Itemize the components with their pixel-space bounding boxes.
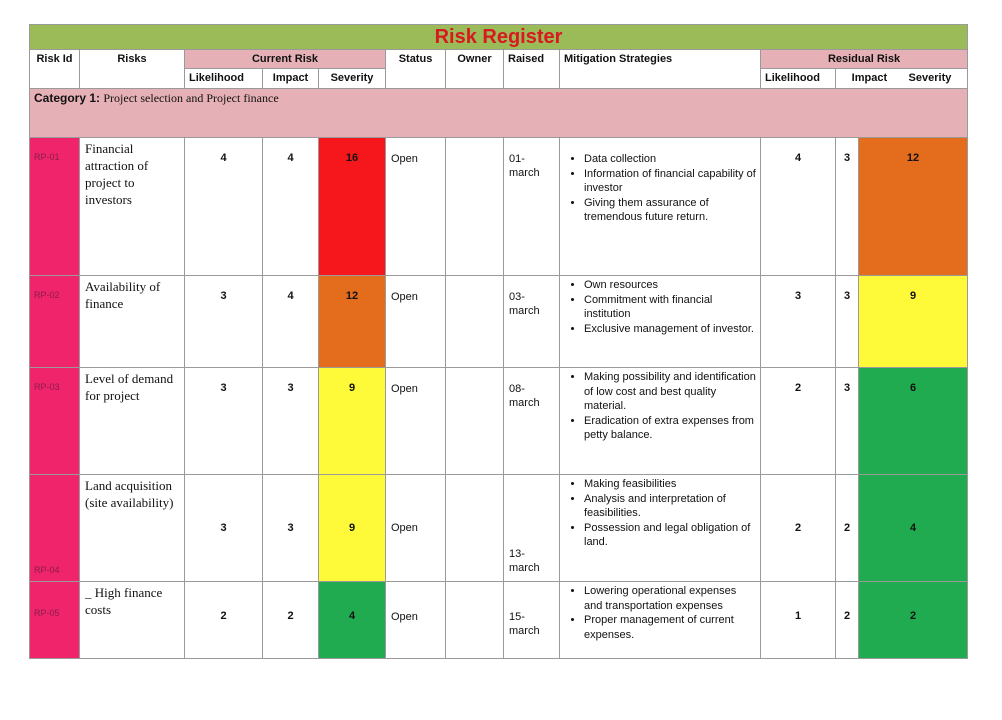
current-impact: 3 bbox=[263, 368, 319, 475]
owner bbox=[446, 368, 504, 475]
header-residual-impact: Impact bbox=[851, 72, 888, 84]
mitigation-list bbox=[564, 152, 756, 225]
current-impact: 2 bbox=[263, 582, 319, 659]
mitigation-item: • Making possibility and identification of low cost and best quality material. bbox=[584, 370, 756, 414]
residual-impact: 3 bbox=[836, 368, 859, 475]
risk-description: Financial attraction of project to investors bbox=[80, 138, 185, 276]
owner bbox=[446, 582, 504, 659]
header-current-likelihood: Likelihood bbox=[185, 69, 263, 89]
current-severity: 16 bbox=[319, 138, 386, 276]
current-likelihood: 3 bbox=[185, 368, 263, 475]
residual-severity: 4 bbox=[859, 475, 968, 582]
mitigation-item: • Commitment with financial institution bbox=[584, 293, 756, 322]
risk-description: Level of demand for project bbox=[80, 368, 185, 475]
raised-date: 13-march bbox=[504, 475, 560, 582]
header-status: Status bbox=[386, 50, 446, 89]
mitigation-cell bbox=[560, 582, 761, 659]
owner bbox=[446, 475, 504, 582]
residual-likelihood: 1 bbox=[761, 582, 836, 659]
mitigation-item: • Eradication of extra expenses from petty balance. bbox=[584, 414, 756, 443]
raised-date: 01-march bbox=[504, 138, 560, 276]
risk-id: RP-01 bbox=[30, 138, 80, 276]
status: Open bbox=[386, 368, 446, 475]
mitigation-list bbox=[564, 278, 756, 336]
current-likelihood: 2 bbox=[185, 582, 263, 659]
category-label: Category 1: bbox=[34, 91, 101, 105]
mitigation-item: • Analysis and interpretation of feasibilities. bbox=[584, 492, 756, 521]
header-current-severity: Severity bbox=[319, 69, 386, 89]
residual-severity: 9 bbox=[859, 276, 968, 368]
mitigation-cell bbox=[560, 276, 761, 368]
current-severity: 9 bbox=[319, 368, 386, 475]
residual-likelihood: 2 bbox=[761, 475, 836, 582]
raised-date: 15-march bbox=[504, 582, 560, 659]
risk-id: RP-05 bbox=[30, 582, 80, 659]
mitigation-item: • Information of financial capability of investor bbox=[584, 167, 756, 196]
mitigation-item: • Making feasibilities bbox=[584, 477, 756, 492]
risk-id: RP-02 bbox=[30, 276, 80, 368]
header-owner: Owner bbox=[446, 50, 504, 89]
mitigation-item: • Giving them assurance of tremendous future return. bbox=[584, 196, 756, 225]
residual-severity: 12 bbox=[859, 138, 968, 276]
residual-risk-group: Residual Risk bbox=[761, 50, 968, 69]
table-row bbox=[30, 138, 968, 276]
current-impact: 4 bbox=[263, 276, 319, 368]
table-row bbox=[30, 475, 968, 582]
category-text: Project selection and Project finance bbox=[103, 91, 279, 105]
owner bbox=[446, 276, 504, 368]
current-likelihood: 3 bbox=[185, 276, 263, 368]
current-severity: 9 bbox=[319, 475, 386, 582]
residual-impact: 2 bbox=[836, 475, 859, 582]
table-row bbox=[30, 582, 968, 659]
risk-description: Availability of finance bbox=[80, 276, 185, 368]
header-residual-impact-severity bbox=[836, 69, 968, 89]
risk-id: RP-04 bbox=[30, 475, 80, 582]
mitigation-item: • Exclusive management of investor. bbox=[584, 322, 756, 337]
status: Open bbox=[386, 138, 446, 276]
header-mitigation: Mitigation Strategies bbox=[560, 50, 761, 89]
mitigation-item: • Data collection bbox=[584, 152, 756, 167]
table-row bbox=[30, 368, 968, 475]
current-likelihood: 3 bbox=[185, 475, 263, 582]
header-risks: Risks bbox=[80, 50, 185, 89]
header-raised: Raised bbox=[504, 50, 560, 89]
current-impact: 4 bbox=[263, 138, 319, 276]
mitigation-list bbox=[564, 477, 756, 550]
risk-description: _ High finance costs bbox=[80, 582, 185, 659]
residual-likelihood: 3 bbox=[761, 276, 836, 368]
table-row bbox=[30, 276, 968, 368]
risk-register-table bbox=[29, 24, 968, 659]
residual-impact: 3 bbox=[836, 276, 859, 368]
header-residual-likelihood: Likelihood bbox=[761, 69, 836, 89]
mitigation-item: • Own resources bbox=[584, 278, 756, 293]
current-impact: 3 bbox=[263, 475, 319, 582]
risk-id: RP-03 bbox=[30, 368, 80, 475]
status: Open bbox=[386, 475, 446, 582]
raised-date: 08-march bbox=[504, 368, 560, 475]
mitigation-item: • Lowering operational expenses and transportation expenses bbox=[584, 584, 756, 613]
residual-likelihood: 4 bbox=[761, 138, 836, 276]
mitigation-cell bbox=[560, 475, 761, 582]
risk-description: Land acquisition (site availability) bbox=[80, 475, 185, 582]
current-severity: 4 bbox=[319, 582, 386, 659]
mitigation-item: • Proper management of current expenses. bbox=[584, 613, 756, 642]
category-row bbox=[30, 89, 968, 138]
owner bbox=[446, 138, 504, 276]
mitigation-list bbox=[564, 584, 756, 642]
residual-severity: 6 bbox=[859, 368, 968, 475]
current-severity: 12 bbox=[319, 276, 386, 368]
status: Open bbox=[386, 582, 446, 659]
raised-date: 03-march bbox=[504, 276, 560, 368]
header-current-impact: Impact bbox=[263, 69, 319, 89]
current-risk-group: Current Risk bbox=[185, 50, 386, 69]
mitigation-cell bbox=[560, 368, 761, 475]
mitigation-list bbox=[564, 370, 756, 443]
mitigation-item: • Possession and legal obligation of land. bbox=[584, 521, 756, 550]
page-title: Risk Register bbox=[30, 25, 968, 50]
header-residual-severity: Severity bbox=[908, 72, 952, 84]
residual-impact: 2 bbox=[836, 582, 859, 659]
residual-severity: 2 bbox=[859, 582, 968, 659]
header-risk-id: Risk Id bbox=[30, 50, 80, 89]
status: Open bbox=[386, 276, 446, 368]
current-likelihood: 4 bbox=[185, 138, 263, 276]
residual-impact: 3 bbox=[836, 138, 859, 276]
mitigation-cell bbox=[560, 138, 761, 276]
residual-likelihood: 2 bbox=[761, 368, 836, 475]
